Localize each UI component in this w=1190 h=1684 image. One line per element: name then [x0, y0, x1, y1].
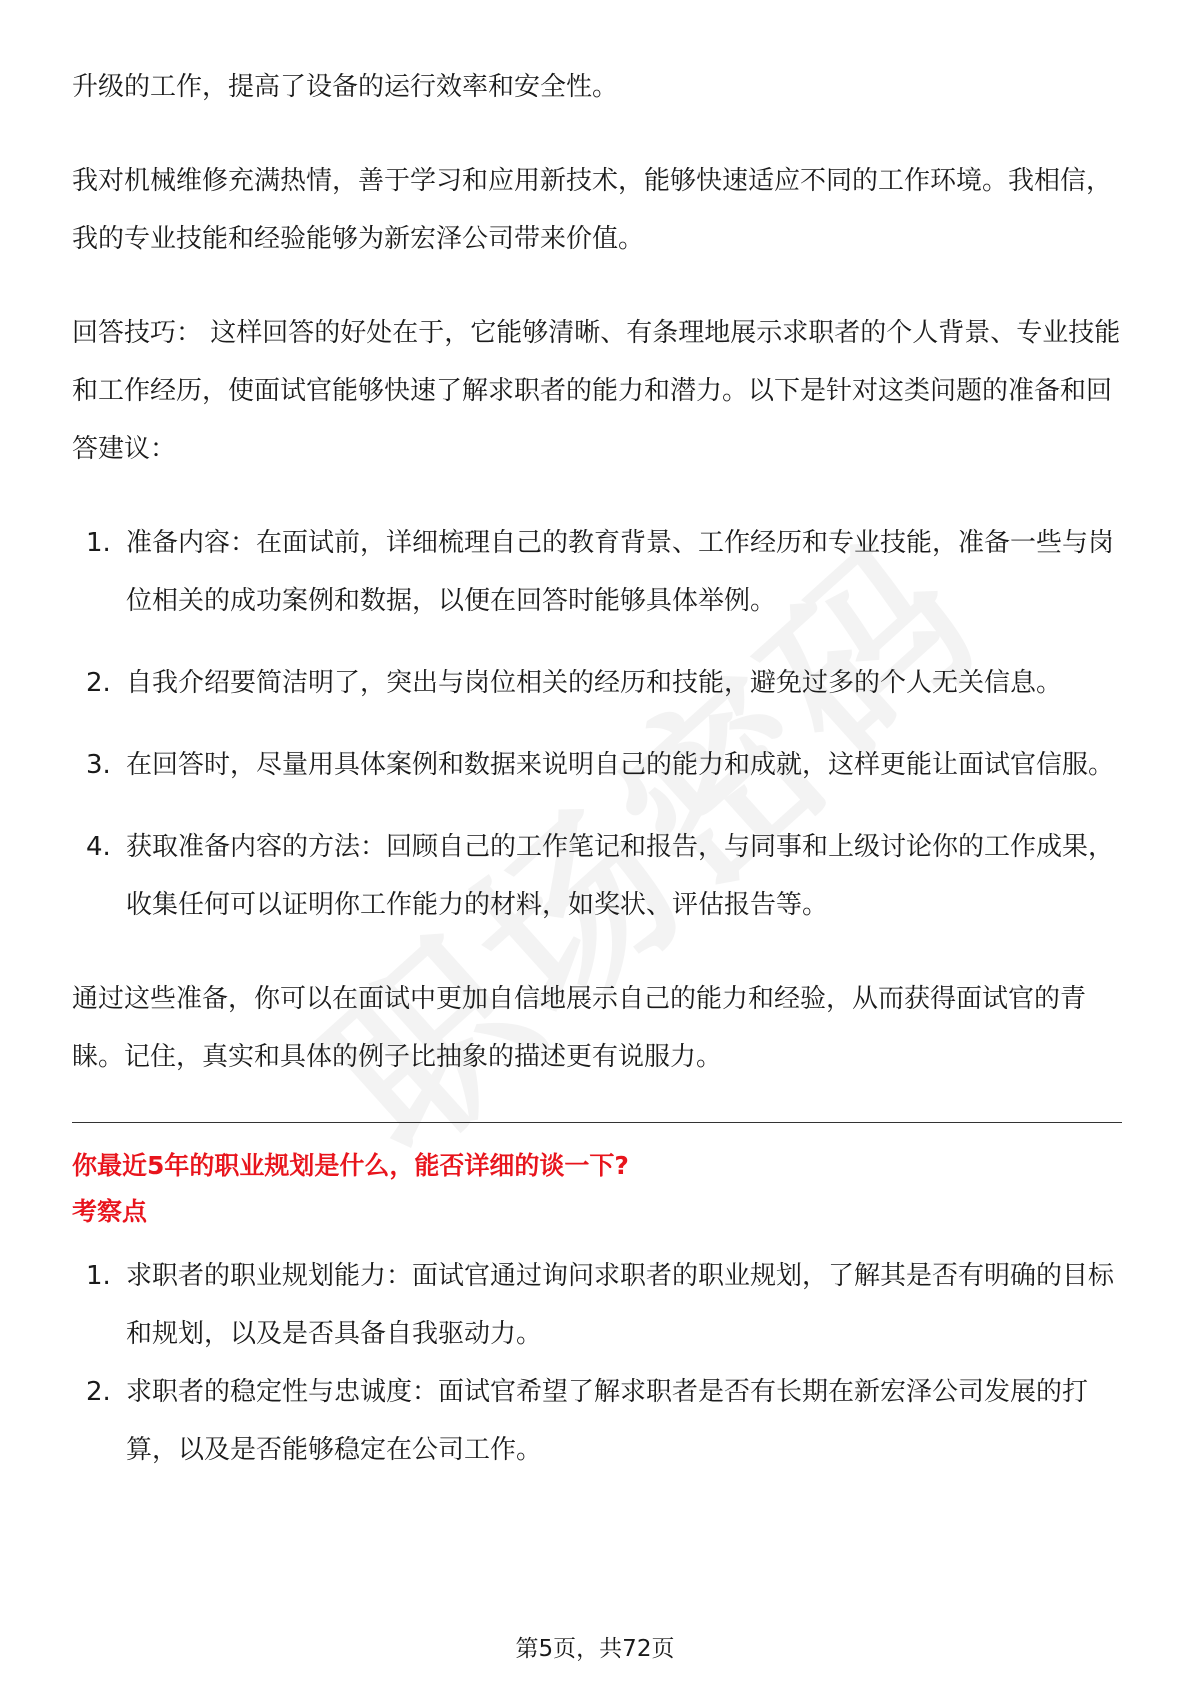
- paragraph: 我对机械维修充满热情，善于学习和应用新技术，能够快速适应不同的工作环境。我相信，我的专业技能和经验能够为新宏泽公司带来价值。: [72, 166, 1113, 254]
- list-item-text: 获取准备内容的方法：回顾自己的工作笔记和报告，与同事和上级讨论你的工作成果，收集任何可以证明你工作能力的材料，如奖状、评估报告等。: [126, 832, 1115, 920]
- list-number: 2.: [86, 1377, 111, 1407]
- list-item-text: 准备内容：在面试前，详细梳理自己的教育背景、工作经历和专业技能，准备一些与岗位相关的成功案例和数据，以便在回答时能够具体举例。: [126, 528, 1115, 616]
- assessment-points-list: [72, 1247, 1122, 1479]
- question-subtitle: 考察点: [72, 1197, 148, 1226]
- list-item: [72, 818, 1122, 934]
- list-item-text: 求职者的职业规划能力：面试官通过询问求职者的职业规划，了解其是否有明确的目标和规划，以及是否具备自我驱动力。: [126, 1261, 1115, 1349]
- tips-list: [72, 514, 1122, 934]
- page-content: [72, 58, 1122, 1515]
- section-divider: [72, 1122, 1122, 1123]
- list-item-text: 自我介绍要简洁明了，突出与岗位相关的经历和技能，避免过多的个人无关信息。: [126, 668, 1063, 698]
- list-item-text: 在回答时，尽量用具体案例和数据来说明自己的能力和成就，这样更能让面试官信服。: [126, 750, 1115, 780]
- paragraph: 通过这些准备，你可以在面试中更加自信地展示自己的能力和经验，从而获得面试官的青睐。记住，真实和具体的例子比抽象的描述更有说服力。: [72, 984, 1087, 1072]
- list-item-text: 求职者的稳定性与忠诚度：面试官希望了解求职者是否有长期在新宏泽公司发展的打算，以及是否能够稳定在公司工作。: [126, 1377, 1089, 1465]
- question-title: 你最近5年的职业规划是什么，能否详细的谈一下?: [72, 1151, 629, 1180]
- list-item: [72, 1363, 1122, 1479]
- list-item: [72, 514, 1122, 630]
- list-number: 1.: [86, 1261, 111, 1291]
- list-item: [72, 654, 1122, 712]
- list-number: 3.: [86, 750, 111, 780]
- answer-tips-paragraph: 回答技巧： 这样回答的好处在于，它能够清晰、有条理地展示求职者的个人背景、专业技能和工作经历，使面试官能够快速了解求职者的能力和潜力。以下是针对这类问题的准备和回答建议：: [72, 318, 1121, 464]
- list-number: 4.: [86, 832, 111, 862]
- list-number: 1.: [86, 528, 111, 558]
- page-number: 第5页，共72页: [515, 1636, 675, 1662]
- list-number: 2.: [86, 668, 111, 698]
- list-item: [72, 736, 1122, 794]
- paragraph: 升级的工作，提高了设备的运行效率和安全性。: [72, 72, 619, 102]
- list-item: [72, 1247, 1122, 1363]
